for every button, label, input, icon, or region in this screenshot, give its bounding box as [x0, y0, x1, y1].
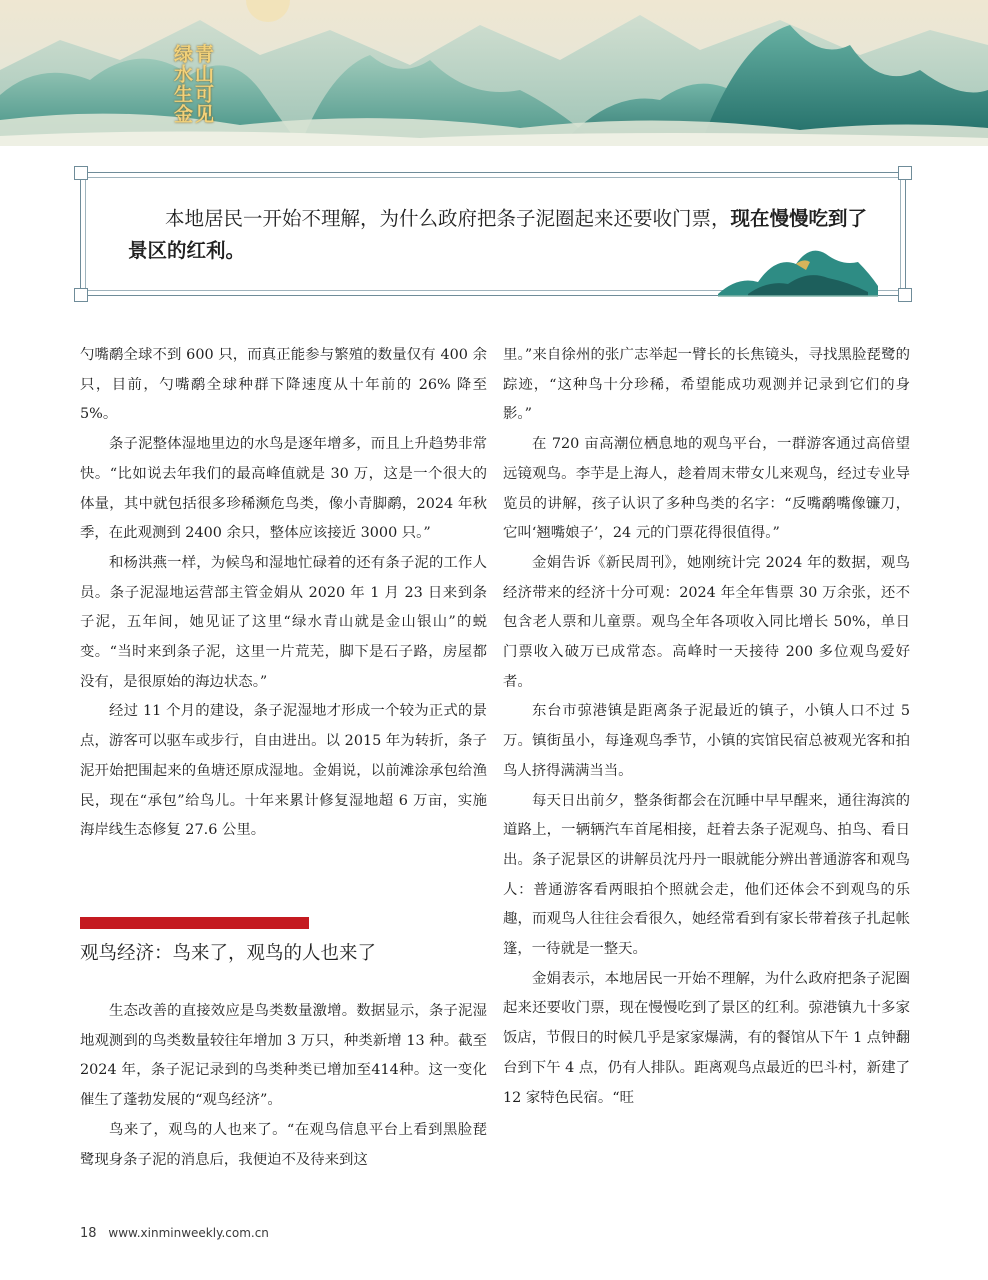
section-accent-bar [80, 917, 309, 929]
pull-quote-bold: 现在慢慢吃到了景区的红利。 [128, 207, 868, 262]
paragraph: 东台市弶港镇是距离条子泥最近的镇子，小镇人口不过 5 万。镇街虽小，每逢观鸟季节，小镇的宾馆民宿总被观光客和拍鸟人挤得满满当当。 [503, 703, 910, 779]
paragraph: 经过 11 个月的建设，条子泥湿地才形成一个较为正式的景点，游客可以驱车或步行，自由进出。以 2015 年为转折，条子泥开始把围起来的鱼塘还原成湿地。金娟说，以前滩涂承包给渔民，现在“承包”给鸟儿。十年来累计修复湿地超 6 万亩，实施海岸线生态修复 27.6 公里。 [80, 703, 487, 839]
paragraph: 条子泥整体湿地里边的水鸟是逐年增多，而且上升趋势非常快。“比如说去年我们的最高峰值就是 30 万，这是一个很大的体量，其中就包括很多珍稀濒危鸟类，像小青脚鹬，2024 年秋季，在此观测到 2400 余只，整体应该接近 3000 只。” [80, 436, 487, 542]
paragraph: 生态改善的直接效应是鸟类数量激增。数据显示，条子泥湿地观测到的鸟类数量较往年增加 3 万只，种类新增 13 种。截至 2024 年，条子泥记录到的鸟类种类已增加至414种。这一变化催生了蓬勃发展的“观鸟经济”。 [80, 1003, 487, 1109]
mountain-icon [718, 236, 878, 300]
paragraph: 在 720 亩高潮位栖息地的观鸟平台，一群游客通过高倍望远镜观鸟。李芋是上海人，趁着周末带女儿来观鸟，经过专业导览员的讲解，孩子认识了多种鸟类的名字：“反嘴鹬嘴像镰刀，它叫‘翘嘴娘子’，24 元的门票花得很值得。” [503, 436, 910, 542]
pull-quote-normal: 本地居民一开始不理解，为什么政府把条子泥圈起来还要收门票， [165, 207, 731, 230]
paragraph: 里。”来自徐州的张广志举起一臂长的长焦镜头，寻找黑脸琵鹭的踪迹，“这种鸟十分珍稀，希望能成功观测并记录到它们的身影。” [503, 347, 910, 423]
landscape-illustration [0, 0, 988, 146]
paragraph: 和杨洪燕一样，为候鸟和湿地忙碌着的还有条子泥的工作人员。条子泥湿地运营部主管金娟从 2020 年 1 月 23 日来到条子泥，五年间，她见证了这里“绿水青山就是金山银山”的蜕变。“当时来到条子泥，这里一片荒芜，脚下是石子路，房屋都没有，是很原始的海边状态。” [80, 554, 487, 690]
paragraph: 鸟来了，观鸟的人也来了。“在观鸟信息平台上看到黑脸琵鹭现身条子泥的消息后，我便迫不及待来到这 [80, 1121, 487, 1168]
column-title-left: 绿水生金 [171, 44, 193, 124]
frame-corner-bottom-left [74, 288, 88, 302]
left-column-bottom [80, 997, 487, 1175]
website-link[interactable]: www.xinminweekly.com.cn [108, 1226, 269, 1240]
frame-corner-top-right [898, 166, 912, 180]
column-title-right: 青山可见 [192, 44, 214, 124]
right-column [503, 341, 910, 1113]
page-number: 18 [80, 1226, 97, 1241]
header-banner [0, 0, 988, 146]
page-footer [80, 1226, 269, 1241]
frame-corner-top-left [74, 166, 88, 180]
left-column [80, 341, 487, 846]
paragraph: 勺嘴鹬全球不到 600 只，而真正能参与繁殖的数量仅有 400 余只，目前，勺嘴鹬全球种群下降速度从十年前的 26% 降至 5%。 [80, 347, 487, 423]
paragraph: 金娟表示，本地居民一开始不理解，为什么政府把条子泥圈起来还要收门票，现在慢慢吃到了景区的红利。弶港镇九十多家饭店，节假日的时候几乎是家家爆满，有的餐馆从下午 1 点钟翻台到下午 4 点，仍有人排队。距离观鸟点最近的巴斗村，新建了 12 家特色民宿。“旺 [503, 970, 910, 1106]
paragraph: 金娟告诉《新民周刊》，她刚统计完 2024 年的数据，观鸟经济带来的经济十分可观：2024 年全年售票 30 万余张，还不包含老人票和儿童票。观鸟全年各项收入同比增长 50%，单日门票收入破万已成常态。高峰时一天接待 200 多位观鸟爱好者。 [503, 554, 910, 690]
frame-corner-bottom-right [898, 288, 912, 302]
section-heading: 观鸟经济：鸟来了，观鸟的人也来了 [80, 943, 377, 964]
paragraph: 每天日出前夕，整条街都会在沉睡中早早醒来，通往海滨的道路上，一辆辆汽车首尾相接，赶着去条子泥观鸟、拍鸟、看日出。条子泥景区的讲解员沈丹丹一眼就能分辨出普通游客和观鸟人：普通游客看两眼拍个照就会走，他们还体会不到观鸟的乐趣，而观鸟人往往会看很久，她经常看到有家长带着孩子扎起帐篷，一待就是一整天。 [503, 792, 910, 958]
